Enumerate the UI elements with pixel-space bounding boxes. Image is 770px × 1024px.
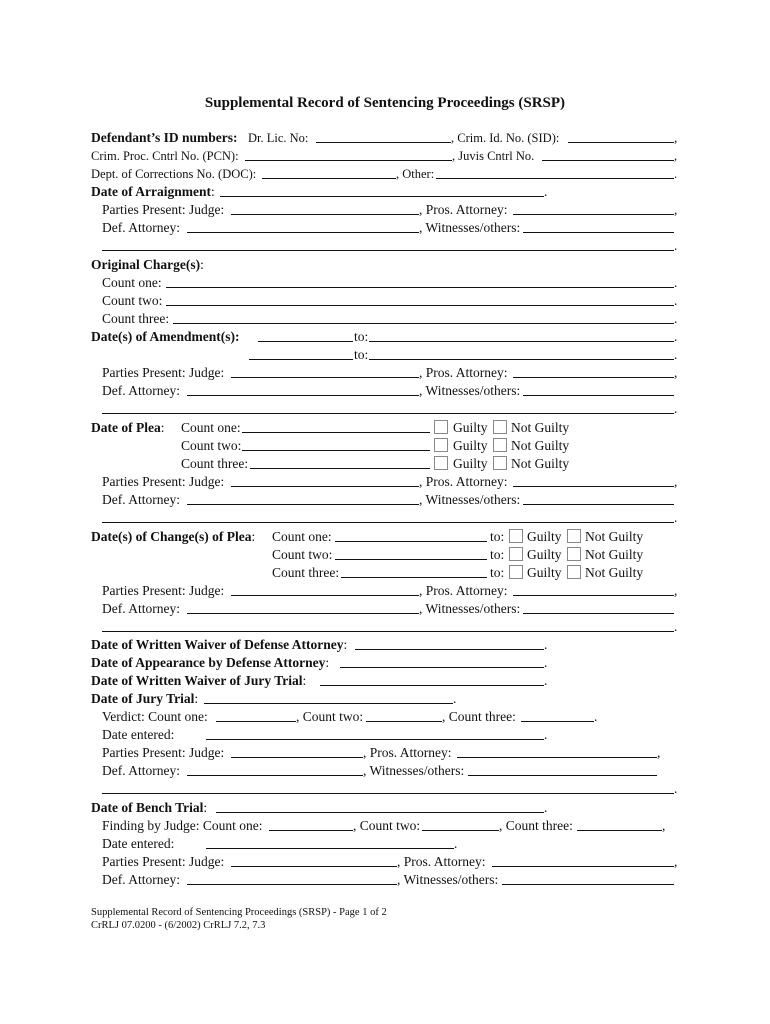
to-label: to: <box>354 329 369 344</box>
plea-extra-row <box>102 509 681 527</box>
judge-label: Parties Present: Judge: <box>102 474 225 489</box>
extra-line-field[interactable] <box>102 793 674 794</box>
verdict-count-three-field[interactable] <box>521 721 594 722</box>
arraignment-date-field[interactable] <box>220 196 544 197</box>
count-two-label: Count two: <box>181 438 242 453</box>
dr-lic-field[interactable] <box>316 142 451 143</box>
comma: , <box>674 365 678 380</box>
id-numbers-row <box>91 129 681 147</box>
period: . <box>674 401 678 416</box>
to-label: to: <box>490 547 505 562</box>
def-attorney-label: Def. Attorney: <box>102 220 180 235</box>
arraignment-row <box>91 183 681 201</box>
def-attorney-field[interactable] <box>187 232 419 233</box>
amendment-to-2-field[interactable] <box>369 359 674 360</box>
comma: , <box>657 745 661 760</box>
count-two-label: Count two: <box>272 547 333 562</box>
amendment-extra-row <box>102 400 681 418</box>
plea-count-three-row <box>91 455 681 473</box>
not-guilty-checkbox[interactable] <box>493 438 507 452</box>
witnesses-label: , Witnesses/others: <box>419 601 521 616</box>
not-guilty-checkbox[interactable] <box>567 565 581 579</box>
colon: : <box>251 529 256 544</box>
judge-label: Parties Present: Judge: <box>102 365 225 380</box>
jury-trial-row <box>91 690 681 708</box>
guilty-checkbox[interactable] <box>509 529 523 543</box>
not-guilty-label: Not Guilty <box>511 456 570 471</box>
plea-count-one-field[interactable] <box>242 432 430 433</box>
bench-trial-row <box>91 799 681 817</box>
arraignment-label: Date of Arraignment <box>91 184 211 199</box>
guilty-checkbox[interactable] <box>434 456 448 470</box>
verdict-count-three-label: , Count three: <box>442 709 516 724</box>
period: . <box>454 836 458 851</box>
witnesses-label: , Witnesses/others: <box>419 492 521 507</box>
colon: : <box>343 637 348 652</box>
crim-id-field[interactable] <box>568 142 674 143</box>
def-attorney-label: Def. Attorney: <box>102 492 180 507</box>
period: . <box>544 727 548 742</box>
plea-defense-row <box>102 491 681 509</box>
pros-attorney-label: , Pros. Attorney: <box>419 474 508 489</box>
pros-attorney-label: , Pros. Attorney: <box>397 854 486 869</box>
amendment-label: Date(s) of Amendment(s) <box>91 329 235 344</box>
written-waiver-defense-label: Date of Written Waiver of Defense Attorney <box>91 637 344 652</box>
witnesses-field[interactable] <box>468 775 657 776</box>
arraignment-defense-row <box>102 219 681 237</box>
amendment-row-2 <box>91 346 681 364</box>
period: . <box>544 800 548 815</box>
period: . <box>674 347 678 362</box>
count-three-label: Count three: <box>181 456 249 471</box>
count-one-label: Count one: <box>181 420 241 435</box>
not-guilty-checkbox[interactable] <box>567 529 581 543</box>
period: . <box>674 781 678 796</box>
judge-label: Parties Present: Judge: <box>102 583 225 598</box>
charge-count-two-row <box>102 292 681 310</box>
plea-label: Date of Plea <box>91 420 161 435</box>
arraignment-extra-row <box>102 237 681 255</box>
witnesses-field[interactable] <box>523 504 674 505</box>
pros-attorney-field[interactable] <box>492 866 674 867</box>
crim-id-label: , Crim. Id. No. (SID): <box>451 131 560 145</box>
period: . <box>674 510 678 525</box>
judge-field[interactable] <box>231 486 419 487</box>
written-waiver-jury-label: Date of Written Waiver of Jury Trial <box>91 673 303 688</box>
comma: , <box>674 149 678 163</box>
def-attorney-field[interactable] <box>187 395 419 396</box>
witnesses-label: , Witnesses/others: <box>419 383 521 398</box>
period: . <box>544 637 548 652</box>
charge-count-one-row <box>102 274 681 292</box>
footer-line-2: CrRLJ 07.0200 - (6/2002) CrRLJ 7.2, 7.3 <box>91 920 266 931</box>
colon: : <box>302 673 307 688</box>
jury-extra-row <box>102 780 681 798</box>
colon: : <box>160 420 165 435</box>
period: . <box>674 619 678 634</box>
def-attorney-label: Def. Attorney: <box>102 872 180 887</box>
id-numbers-heading: Defendant’s ID numbers <box>91 130 234 145</box>
plea-count-two-row <box>91 437 681 455</box>
verdict-row <box>102 708 681 726</box>
doc-label: Dept. of Corrections No. (DOC): <box>91 167 257 181</box>
period: . <box>674 238 678 253</box>
appearance-defense-row <box>91 654 681 672</box>
charge-count-three-field[interactable] <box>173 323 674 324</box>
period: . <box>453 691 457 706</box>
guilty-label: Guilty <box>527 565 562 580</box>
guilty-label: Guilty <box>453 456 488 471</box>
pros-attorney-label: , Pros. Attorney: <box>419 583 508 598</box>
def-attorney-field[interactable] <box>187 613 419 614</box>
charges-heading-row <box>91 256 681 274</box>
appearance-defense-label: Date of Appearance by Defense Attorney <box>91 655 326 670</box>
witnesses-label: , Witnesses/others: <box>419 220 521 235</box>
juvis-field[interactable] <box>542 160 674 161</box>
witnesses-field[interactable] <box>523 395 674 396</box>
period: . <box>674 329 678 344</box>
guilty-label: Guilty <box>527 547 562 562</box>
judge-label: Parties Present: Judge: <box>102 745 225 760</box>
judge-field[interactable] <box>231 595 419 596</box>
judge-field[interactable] <box>231 757 363 758</box>
not-guilty-label: Not Guilty <box>585 529 644 544</box>
count-one-label: Count one: <box>102 275 162 290</box>
colon: : <box>210 184 215 199</box>
pros-attorney-field[interactable] <box>513 486 674 487</box>
amendment-date-1-field[interactable] <box>258 341 353 342</box>
change-plea-count-one-row <box>91 528 681 546</box>
bench-trial-label: Date of Bench Trial <box>91 800 204 815</box>
footer-line-1: Supplemental Record of Sentencing Proceedings (SRSP) - Page 1 of 2 <box>91 907 387 918</box>
pcn-row <box>91 147 681 165</box>
arraignment-parties-row <box>102 201 681 219</box>
witnesses-label: , Witnesses/others: <box>397 872 499 887</box>
amendment-row-1 <box>91 328 681 346</box>
pros-attorney-field[interactable] <box>513 377 674 378</box>
guilty-label: Guilty <box>453 438 488 453</box>
amendment-parties-row <box>102 364 681 382</box>
comma: , <box>674 583 678 598</box>
def-attorney-label: Def. Attorney: <box>102 601 180 616</box>
count-three-label: Count three: <box>102 311 170 326</box>
period: . <box>594 709 598 724</box>
change-plea-count-two-field[interactable] <box>335 559 487 560</box>
judge-label: Parties Present: Judge: <box>102 202 225 217</box>
other-field[interactable] <box>436 178 674 179</box>
comma: , <box>662 818 666 833</box>
witnesses-field[interactable] <box>523 613 674 614</box>
def-attorney-field[interactable] <box>187 775 363 776</box>
comma: , <box>674 202 678 217</box>
change-plea-label: Date(s) of Change(s) of Plea <box>91 529 252 544</box>
change-plea-count-two-row <box>91 546 681 564</box>
charge-count-two-field[interactable] <box>166 305 674 306</box>
bench-date-entered-row <box>102 835 681 853</box>
period: . <box>674 311 678 326</box>
finding-count-one-field[interactable] <box>269 830 353 831</box>
change-plea-extra-row <box>102 618 681 636</box>
to-label: to: <box>490 529 505 544</box>
jury-trial-label: Date of Jury Trial <box>91 691 195 706</box>
comma: , <box>674 474 678 489</box>
pros-attorney-label: , Pros. Attorney: <box>363 745 452 760</box>
plea-count-two-field[interactable] <box>242 450 430 451</box>
to-label: to: <box>490 565 505 580</box>
colon: : <box>194 691 199 706</box>
period: . <box>674 293 678 308</box>
colon: : <box>233 130 238 145</box>
colon: : <box>234 329 240 344</box>
finding-count-two-label: , Count two: <box>353 818 421 833</box>
count-three-label: Count three: <box>272 565 340 580</box>
period: . <box>544 655 548 670</box>
not-guilty-checkbox[interactable] <box>493 456 507 470</box>
bench-date-entered-field[interactable] <box>206 848 454 849</box>
not-guilty-checkbox[interactable] <box>493 420 507 434</box>
finding-count-three-label: , Count three: <box>499 818 573 833</box>
plea-count-one-row <box>91 419 681 437</box>
guilty-label: Guilty <box>453 420 488 435</box>
def-attorney-label: Def. Attorney: <box>102 383 180 398</box>
change-plea-count-three-row <box>91 564 681 582</box>
judge-field[interactable] <box>231 214 419 215</box>
pros-attorney-label: , Pros. Attorney: <box>419 202 508 217</box>
witnesses-label: , Witnesses/others: <box>363 763 465 778</box>
other-label: , Other: <box>396 167 435 181</box>
dr-lic-label: Dr. Lic. No: <box>248 131 309 145</box>
juvis-label: , Juvis Cntrl No. <box>452 149 535 163</box>
plea-count-three-field[interactable] <box>250 468 430 469</box>
witnesses-field[interactable] <box>523 232 674 233</box>
charges-label: Original Charge(s) <box>91 257 201 272</box>
not-guilty-label: Not Guilty <box>511 420 570 435</box>
period: . <box>544 184 548 199</box>
to-label: to: <box>354 347 369 362</box>
charge-count-three-row <box>102 310 681 328</box>
extra-line-field[interactable] <box>102 413 674 414</box>
pcn-field[interactable] <box>245 160 452 161</box>
period: . <box>674 167 678 181</box>
guilty-checkbox[interactable] <box>434 438 448 452</box>
appearance-defense-field[interactable] <box>340 667 544 668</box>
finding-count-two-field[interactable] <box>422 830 499 831</box>
written-waiver-defense-row <box>91 636 681 654</box>
extra-line-field[interactable] <box>102 631 674 632</box>
not-guilty-checkbox[interactable] <box>567 547 581 561</box>
doc-field[interactable] <box>262 178 396 179</box>
witnesses-field[interactable] <box>502 884 674 885</box>
verdict-count-one-field[interactable] <box>216 721 296 722</box>
date-entered-label: Date entered: <box>102 727 175 742</box>
change-plea-count-one-field[interactable] <box>335 541 487 542</box>
change-plea-parties-row <box>102 582 681 600</box>
count-one-label: Count one: <box>272 529 332 544</box>
jury-date-entered-row <box>102 726 681 744</box>
jury-parties-row <box>102 744 681 762</box>
pros-attorney-field[interactable] <box>513 595 674 596</box>
colon: : <box>203 800 208 815</box>
bench-parties-row <box>102 853 681 871</box>
comma: , <box>674 130 678 145</box>
colon: : <box>325 655 330 670</box>
judge-field[interactable] <box>231 866 397 867</box>
count-two-label: Count two: <box>102 293 163 308</box>
not-guilty-label: Not Guilty <box>585 565 644 580</box>
charge-count-one-field[interactable] <box>166 287 674 288</box>
change-plea-count-three-field[interactable] <box>341 577 487 578</box>
jury-date-entered-field[interactable] <box>206 739 544 740</box>
def-attorney-label: Def. Attorney: <box>102 763 180 778</box>
amendment-date-2-field[interactable] <box>249 359 353 360</box>
finding-count-three-field[interactable] <box>577 830 662 831</box>
amendment-defense-row <box>102 382 681 400</box>
written-waiver-jury-field[interactable] <box>320 685 544 686</box>
verdict-count-one-label: Verdict: Count one: <box>102 709 208 724</box>
jury-trial-date-field[interactable] <box>204 703 453 704</box>
guilty-checkbox[interactable] <box>434 420 448 434</box>
form-title: Supplemental Record of Sentencing Proceedings (SRSP) <box>204 95 566 111</box>
not-guilty-label: Not Guilty <box>585 547 644 562</box>
judge-field[interactable] <box>231 377 419 378</box>
pros-attorney-field[interactable] <box>457 757 657 758</box>
guilty-checkbox[interactable] <box>509 547 523 561</box>
amendment-to-1-field[interactable] <box>369 341 674 342</box>
guilty-checkbox[interactable] <box>509 565 523 579</box>
finding-count-one-label: Finding by Judge: Count one: <box>102 818 263 833</box>
plea-parties-row <box>102 473 681 491</box>
date-entered-label: Date entered: <box>102 836 175 851</box>
period: . <box>674 275 678 290</box>
comma: , <box>674 854 678 869</box>
period: . <box>544 673 548 688</box>
def-attorney-field[interactable] <box>187 884 397 885</box>
not-guilty-label: Not Guilty <box>511 438 570 453</box>
written-waiver-jury-row <box>91 672 681 690</box>
verdict-count-two-label: , Count two: <box>296 709 364 724</box>
colon: : <box>200 257 204 272</box>
verdict-count-two-field[interactable] <box>366 721 442 722</box>
finding-row <box>102 817 681 835</box>
guilty-label: Guilty <box>527 529 562 544</box>
bench-defense-row <box>102 871 681 889</box>
jury-defense-row <box>102 762 681 780</box>
extra-line-field[interactable] <box>102 250 674 251</box>
pcn-label: Crim. Proc. Cntrl No. (PCN): <box>91 149 239 163</box>
doc-row <box>91 165 681 183</box>
written-waiver-defense-field[interactable] <box>355 649 544 650</box>
pros-attorney-label: , Pros. Attorney: <box>419 365 508 380</box>
change-plea-defense-row <box>102 600 681 618</box>
def-attorney-field[interactable] <box>187 504 419 505</box>
pros-attorney-field[interactable] <box>513 214 674 215</box>
judge-label: Parties Present: Judge: <box>102 854 225 869</box>
extra-line-field[interactable] <box>102 522 674 523</box>
bench-trial-date-field[interactable] <box>216 812 544 813</box>
